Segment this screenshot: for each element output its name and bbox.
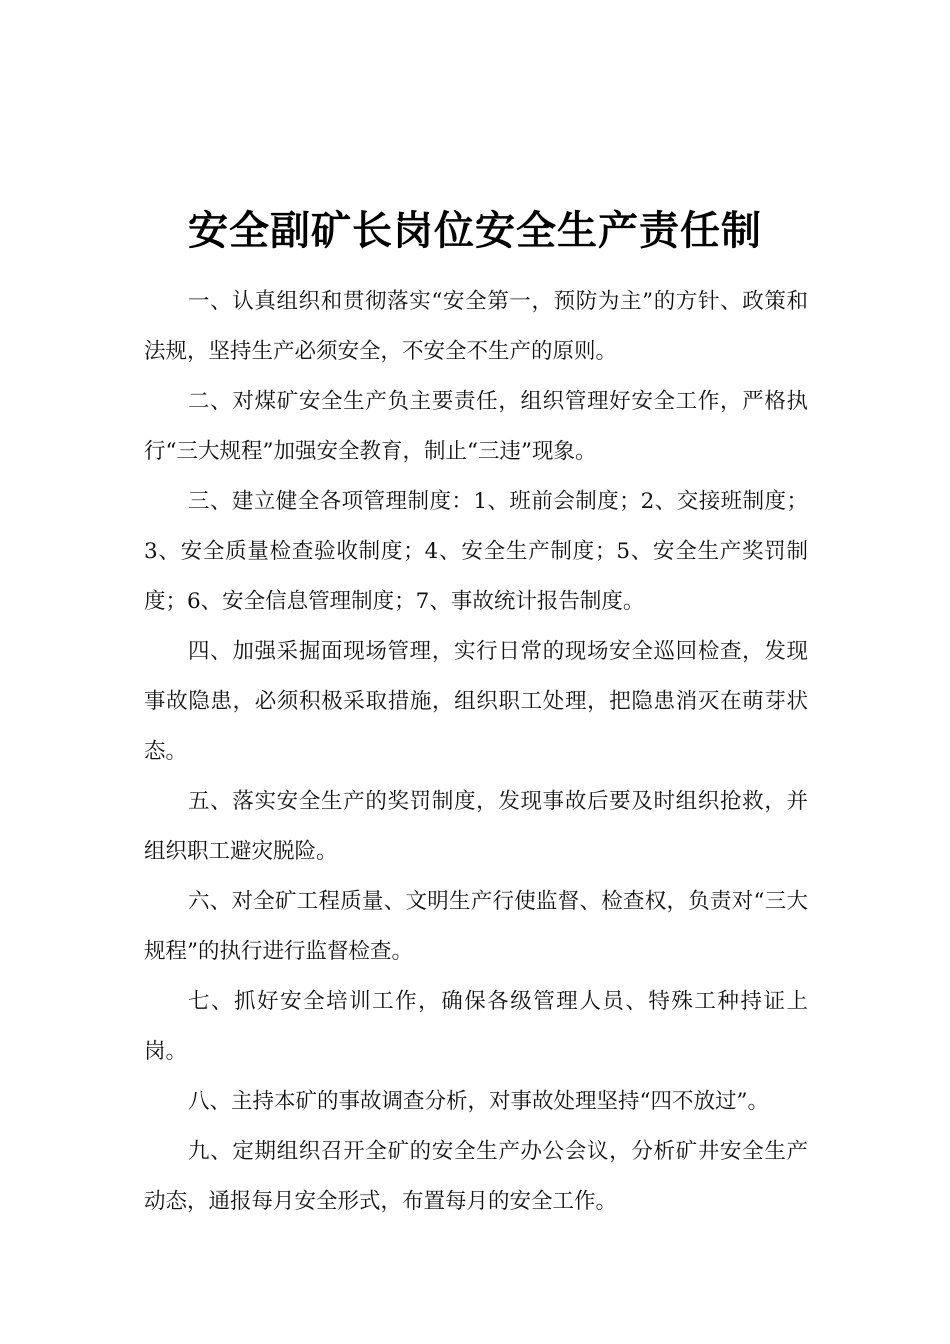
paragraph-7: 七、抓好安全培训工作，确保各级管理人员、特殊工种持证上岗。	[144, 989, 808, 1064]
paragraph-1: 一、认真组织和贯彻落实“安全第一，预防为主”的方针、政策和法规，坚持生产必须安全，不安全不生产的原则。	[144, 289, 808, 364]
paragraph-4: 四、加强采掘面现场管理，实行日常的现场安全巡回检查，发现事故隐患，必须积极采取措施，组织职工处理，把隐患消灭在萌芽状态。	[144, 639, 808, 764]
paragraph-6: 六、对全矿工程质量、文明生产行使监督、检查权，负责对“三大规程”的执行进行监督检查。	[144, 889, 808, 964]
document-body	[144, 277, 808, 1227]
document-title: 安全副矿长岗位安全生产责任制	[188, 207, 762, 254]
paragraph-8: 八、主持本矿的事故调查分析，对事故处理坚持“四不放过”。	[188, 1089, 769, 1114]
paragraph-9: 九、定期组织召开全矿的安全生产办公会议，分析矿井安全生产动态，通报每月安全形式，布置每月的安全工作。	[144, 1139, 808, 1214]
paragraph-5: 五、落实安全生产的奖罚制度，发现事故后要及时组织抢救，并组织职工避灾脱险。	[144, 789, 808, 864]
paragraph-2: 二、对煤矿安全生产负主要责任，组织管理好安全工作，严格执行“三大规程”加强安全教育，制止“三违”现象。	[144, 389, 808, 464]
paragraph-3: 三、建立健全各项管理制度：1、班前会制度；2、交接班制度；3、安全质量检查验收制度；4、安全生产制度；5、安全生产奖罚制度；6、安全信息管理制度；7、事故统计报告制度。	[144, 489, 808, 614]
